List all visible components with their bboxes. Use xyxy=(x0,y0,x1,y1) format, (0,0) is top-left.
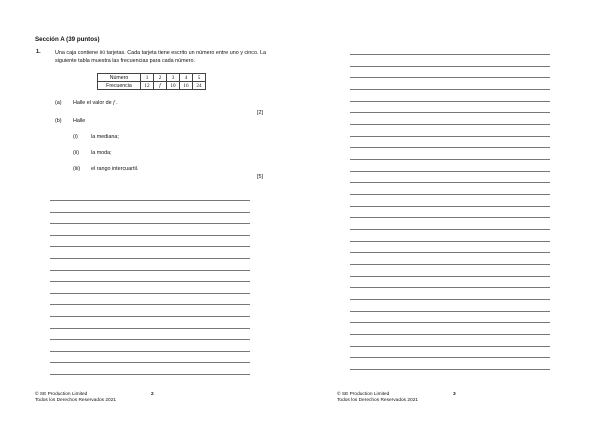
subpart-text: la moda; xyxy=(91,150,112,156)
table-cell: 10 xyxy=(167,82,180,90)
answer-line xyxy=(350,264,550,265)
footer-line-1: © SE Production Limited xyxy=(337,392,390,397)
table-row-number xyxy=(98,74,206,82)
answer-line xyxy=(350,124,550,125)
page-number: 2 xyxy=(151,392,154,397)
answer-line xyxy=(350,77,550,78)
part-a-marks: [2] xyxy=(257,110,263,116)
table-row-frequency xyxy=(98,82,206,90)
footer-copyright xyxy=(337,392,418,404)
question-number: 1. xyxy=(36,49,41,55)
answer-line xyxy=(50,351,250,352)
answer-line xyxy=(350,217,550,218)
subpart-label: (i) xyxy=(73,134,78,140)
answer-line xyxy=(50,223,250,224)
table-cell: 24 xyxy=(193,82,206,90)
answer-line xyxy=(50,328,250,329)
answer-line xyxy=(50,374,250,375)
answer-line xyxy=(350,276,550,277)
answer-line xyxy=(350,112,550,113)
subpart-text: la mediana; xyxy=(91,134,119,140)
right-page xyxy=(300,0,600,424)
answer-line xyxy=(50,200,250,201)
answer-line xyxy=(50,316,250,317)
part-a-text xyxy=(73,100,118,106)
answer-line xyxy=(350,346,550,347)
answer-line xyxy=(50,293,250,294)
table-cell-unknown: f xyxy=(154,82,167,90)
answer-line xyxy=(350,252,550,253)
part-b-label: (b) xyxy=(55,118,62,124)
question-count: 80 xyxy=(99,50,106,56)
part-a-period: . xyxy=(116,100,118,106)
answer-line xyxy=(350,54,550,55)
subpart-label: (iii) xyxy=(73,166,81,172)
answer-line xyxy=(350,206,550,207)
subpart-text: el rango intercuartil. xyxy=(91,166,139,172)
answer-line xyxy=(50,339,250,340)
answer-line xyxy=(50,362,250,363)
answer-line xyxy=(350,66,550,67)
answer-line xyxy=(350,287,550,288)
answer-line xyxy=(350,322,550,323)
answer-line xyxy=(350,171,550,172)
question-text-start: Una caja contiene xyxy=(55,50,100,56)
answer-line xyxy=(350,357,550,358)
question-text xyxy=(55,49,270,65)
table-header-frequency: Frecuencia xyxy=(98,82,141,90)
answer-line xyxy=(350,369,550,370)
part-a-variable: f xyxy=(113,100,115,106)
answer-line xyxy=(350,89,550,90)
footer-copyright xyxy=(35,392,116,404)
answer-line xyxy=(350,229,550,230)
answer-line xyxy=(350,136,550,137)
answer-line xyxy=(350,334,550,335)
part-b-text: Halle xyxy=(73,118,86,124)
answer-line xyxy=(350,147,550,148)
answer-line xyxy=(350,311,550,312)
part-a-label: (a) xyxy=(55,100,62,106)
footer-line-1: © SE Production Limited xyxy=(35,392,88,397)
answer-line xyxy=(350,299,550,300)
answer-line xyxy=(50,212,250,213)
answer-line xyxy=(50,304,250,305)
table-cell: 1 xyxy=(141,74,154,82)
question-text-end: tarjetas. Cada tarjeta tiene escrito un número entre uno y cinco. La siguiente tabla muestra las frecuencias para cada número. xyxy=(55,50,266,64)
page-number: 3 xyxy=(453,392,456,397)
answer-line xyxy=(50,258,250,259)
table-header-number: Número xyxy=(98,74,141,82)
table-cell: 5 xyxy=(193,74,206,82)
footer-line-2: Todos los Derechos Reservados 2021 xyxy=(337,398,419,403)
answer-line xyxy=(350,159,550,160)
answer-line xyxy=(50,281,250,282)
table-cell: 2 xyxy=(154,74,167,82)
answer-line xyxy=(50,270,250,271)
answer-line xyxy=(50,246,250,247)
table-cell: 4 xyxy=(180,74,193,82)
section-title: Sección A (39 puntos) xyxy=(35,36,100,43)
table-cell: 12 xyxy=(141,82,154,90)
answer-line xyxy=(350,194,550,195)
answer-line xyxy=(350,182,550,183)
answer-line xyxy=(350,101,550,102)
footer-line-2: Todos los Derechos Reservados 2021 xyxy=(35,398,117,403)
subpart-label: (ii) xyxy=(73,150,79,156)
frequency-table xyxy=(97,73,206,90)
part-b-marks: [5] xyxy=(257,174,263,180)
table-cell: 16 xyxy=(180,82,193,90)
part-a-prompt: Halle el valor de xyxy=(73,100,112,106)
table-cell: 3 xyxy=(167,74,180,82)
answer-line xyxy=(350,241,550,242)
answer-line xyxy=(50,235,250,236)
